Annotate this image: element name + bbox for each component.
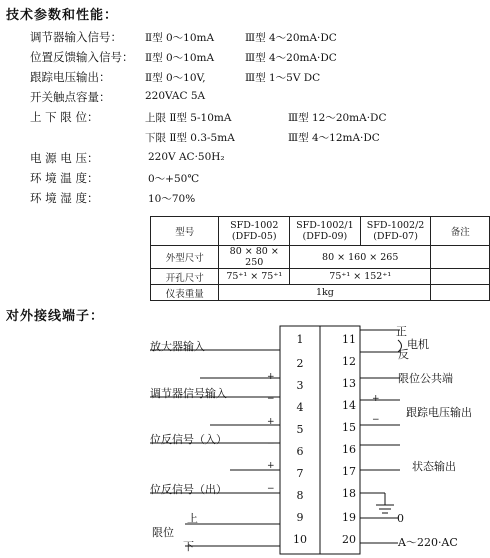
table-cell: 开孔尺寸: [151, 269, 219, 285]
spec-value: Ⅲ型 4～20mA·DC: [245, 32, 337, 44]
plus-sign: +: [267, 372, 275, 382]
terminal-number: 15: [342, 421, 356, 434]
terminal-number: 16: [342, 443, 356, 456]
terminal-number: 11: [342, 333, 356, 346]
label-down: 下: [183, 540, 194, 553]
label-position-in: 位反信号（入）: [150, 433, 227, 446]
terminal-number: 1: [296, 333, 304, 346]
label-up: 上: [187, 512, 198, 525]
label-reverse: 反: [398, 348, 409, 361]
model-code: (DFD-05): [231, 231, 277, 242]
table-cell: 外型尺寸: [151, 246, 219, 269]
spec-value: Ⅲ型 4～12mA·DC: [288, 132, 380, 144]
model-code: SFD-1002: [230, 220, 279, 231]
terminal-number: 8: [296, 489, 304, 502]
terminal-number: 14: [342, 399, 356, 412]
terminal-number: 20: [342, 533, 356, 546]
table-cell: 75⁺¹ × 75⁺¹: [219, 269, 290, 285]
spec-value: Ⅲ型 12～20mA·DC: [288, 112, 387, 124]
model-code: (DFD-07): [373, 231, 418, 242]
spec-label: 调节器输入信号：: [30, 30, 122, 44]
terminal-number: 10: [293, 533, 307, 546]
terminal-number: 19: [342, 511, 356, 524]
terminal-number: 6: [296, 445, 304, 458]
terminal-number: 2: [296, 357, 304, 370]
model-code: SFD-1002/1: [296, 220, 354, 231]
minus-sign: −: [267, 484, 275, 494]
label-status-output: 状态输出: [412, 460, 456, 473]
spec-value: Ⅱ型 0～10mA: [145, 52, 215, 64]
section-title-specs: 技术参数和性能：: [6, 8, 119, 23]
spec-label: 环 境 湿 度：: [30, 191, 99, 205]
table-cell: 仪表重量: [151, 285, 219, 301]
spec-label: 位置反馈输入信号：: [30, 50, 134, 64]
label-position-out: 位反信号（出）: [150, 483, 227, 496]
spec-value: Ⅱ型 0～10mA: [145, 32, 215, 44]
terminal-number: 7: [296, 467, 304, 480]
spec-value: 10～70%: [148, 193, 196, 205]
terminal-number: 12: [342, 355, 356, 368]
terminal-number: 18: [342, 487, 356, 500]
label-regulator-input: 调节器信号输入: [150, 387, 227, 400]
spec-value: Ⅲ型 1～5V DC: [245, 72, 321, 84]
label-motor: 电机: [407, 338, 429, 351]
spec-label: 开关触点容量：: [30, 90, 111, 104]
minus-sign: −: [372, 415, 380, 425]
spec-value: 0～+50℃: [148, 173, 200, 185]
label-limit: 限位: [152, 526, 174, 539]
table-header: 型号: [151, 217, 219, 246]
table-header: 备注: [431, 217, 490, 246]
spec-label: 电 源 电 压：: [30, 151, 99, 165]
spec-value: Ⅲ型 4～20mA·DC: [245, 52, 337, 64]
minus-sign: −: [267, 439, 275, 449]
spec-value: 220VAC 5A: [145, 90, 206, 102]
table-cell: 1kg: [219, 285, 431, 301]
terminal-number: 4: [296, 401, 304, 414]
spec-label: 环 境 温 度：: [30, 171, 99, 185]
spec-value: 下限 Ⅱ型 0.3-5mA: [145, 132, 235, 144]
table-cell: 80 × 160 × 265: [290, 246, 431, 269]
terminal-number: 9: [296, 511, 304, 524]
table-cell: 80 × 80 × 250: [219, 246, 290, 269]
section-title-terminals: 对外接线端子：: [6, 309, 105, 324]
label-forward: 正: [396, 325, 407, 338]
terminal-number: 5: [296, 423, 304, 436]
plus-sign: +: [372, 394, 380, 404]
spec-value: 220V AC·50H₂: [148, 151, 225, 163]
spec-value: 上限 Ⅱ型 5-10mA: [145, 112, 232, 124]
terminal-number: 3: [296, 379, 304, 392]
spec-label: 跟踪电压输出：: [30, 70, 111, 84]
label-zero: 0: [397, 512, 404, 525]
terminal-number: 17: [342, 465, 356, 478]
minus-sign: −: [267, 394, 275, 404]
label-tracking-output: 跟踪电压输出: [406, 406, 472, 419]
terminal-number: 13: [342, 377, 356, 390]
plus-sign: +: [267, 417, 275, 427]
model-code: SFD-1002/2: [366, 220, 425, 231]
table-cell: 75⁺¹ × 152⁺¹: [290, 269, 431, 285]
spec-value: Ⅱ型 0～10V,: [145, 72, 206, 84]
model-code: (DFD-09): [302, 231, 348, 242]
label-power: A～220·AC: [398, 536, 458, 549]
label-limit-common: 限位公共端: [398, 372, 453, 385]
plus-sign: +: [267, 461, 275, 471]
spec-label: 上 下 限 位：: [30, 110, 99, 124]
label-amp-input: 放大器输入: [150, 340, 205, 353]
